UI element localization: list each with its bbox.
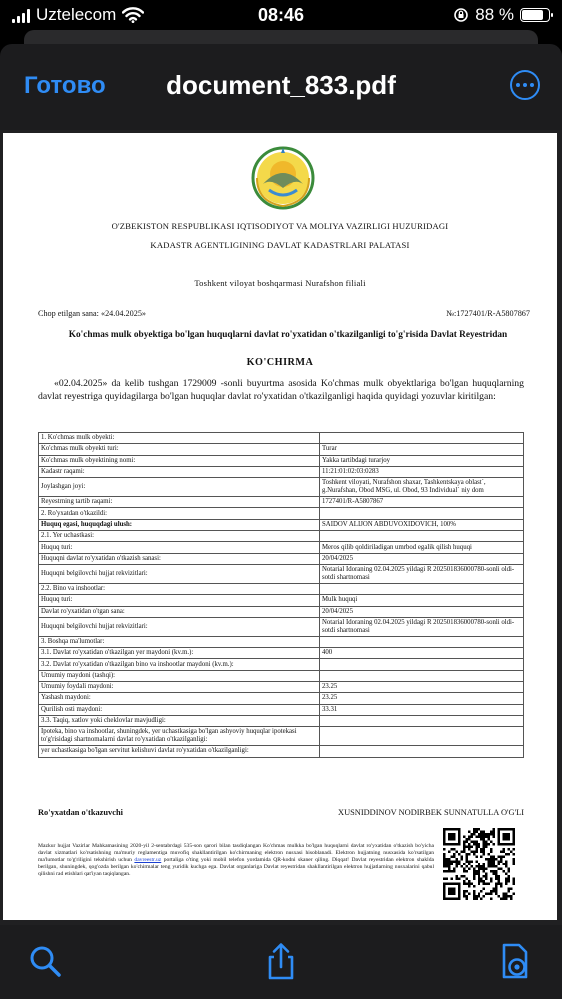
row-value: Notarial Idoraning 02.04.2025 yildagi R 202501836000780-sonli oldi-sotdi shartnomasi bbox=[320, 617, 524, 636]
pdf-page bbox=[3, 133, 557, 920]
document-number: №:1727401/R-A5807867 bbox=[446, 309, 530, 318]
pdf-viewer[interactable] bbox=[0, 130, 562, 925]
more-options-button[interactable] bbox=[510, 70, 540, 100]
row-value bbox=[320, 636, 524, 647]
table-row bbox=[39, 478, 524, 497]
sheet-backdrop bbox=[24, 30, 538, 44]
table-row bbox=[39, 648, 524, 659]
row-label: 2. Ro'yxatdan o'tkazildi: bbox=[39, 508, 320, 519]
intro-paragraph: «02.04.2025» da kelib tushgan 1729009 -sonli buyurtma asosida Ko'chmas mulk obyektlariga bo'lgan huquqlarning davlat reyestriga quyidagilarga bo'lgan huquqlar davlat ro'yxatidan o'tkazilganligi haqida quyidagi yozuvlar kiritilgan: bbox=[38, 378, 524, 402]
row-value bbox=[320, 746, 524, 757]
clock: 08:46 bbox=[257, 5, 305, 25]
table-row bbox=[39, 693, 524, 704]
row-label: 3.3. Taqiq, xatlov yoki cheklovlar mavjudligi: bbox=[39, 715, 320, 726]
row-value: 20/04/2025 bbox=[320, 606, 524, 617]
row-value: Toshkent viloyati, Nurafshon shaxar, Tashkentskaya oblast`, g.Nurafshan, Obod MSG, ul. Obod, 93 Individual` niy dom bbox=[320, 478, 524, 497]
row-value: Notarial Idoraning 02.04.2025 yildagi R 202501836000780-sonli oldi-sotdi shartnomasi bbox=[320, 564, 524, 583]
table-row bbox=[39, 466, 524, 477]
row-value: 23.25 bbox=[320, 693, 524, 704]
row-value: SAIDOV ALIJON ABDUVOXIDOVICH, 100% bbox=[320, 519, 524, 530]
table-row bbox=[39, 583, 524, 594]
share-icon[interactable] bbox=[261, 941, 301, 981]
ellipsis-icon bbox=[516, 83, 520, 87]
table-row bbox=[39, 595, 524, 606]
row-value bbox=[320, 531, 524, 542]
row-value: 400 bbox=[320, 648, 524, 659]
table-row bbox=[39, 542, 524, 553]
row-label: Umumiy foydali maydoni: bbox=[39, 682, 320, 693]
search-icon[interactable] bbox=[25, 941, 65, 981]
table-row bbox=[39, 617, 524, 636]
section-header-row bbox=[39, 636, 524, 647]
row-value: Turar bbox=[320, 444, 524, 455]
markup-icon[interactable] bbox=[495, 941, 535, 981]
verification-link[interactable]: davreestr.uz bbox=[134, 856, 162, 863]
row-label: Reyestrning tartib raqami: bbox=[39, 497, 320, 508]
battery-icon bbox=[520, 8, 550, 22]
table-row bbox=[39, 682, 524, 693]
nav-bar bbox=[0, 44, 562, 130]
table-row bbox=[39, 531, 524, 542]
table-row bbox=[39, 455, 524, 466]
row-label: Huquq turi: bbox=[39, 542, 320, 553]
table-row bbox=[39, 497, 524, 508]
row-value bbox=[320, 715, 524, 726]
document-subheading: KO'CHIRMA bbox=[246, 357, 314, 368]
row-label: Joylashgan joyi: bbox=[39, 478, 320, 497]
table-row bbox=[39, 444, 524, 455]
footnote-text-a: Mazkur hujjat Vazirlar Mahkamasining 2020-yil 2-sentabrdagi 535-son qarori bilan tasdiqlangan Ko'chmas mulkka bo'lgan huquqlarni davlat ro'yxatidan o'tkazish bo'yicha davlat xizmatlari ko'rsatishning ma'muriy reglamentiga muvofiq shakllantirilgan ko'chirmaning elektron nusxasi hisoblanadi. Elektron hujjatning nusxasida ko'rsatilgan ma'lumotlar to'g'riligini tekshirish uchun bbox=[38, 843, 434, 863]
status-bar bbox=[0, 0, 562, 32]
row-label: Davlat ro'yxatidan o'tgan sana: bbox=[39, 606, 320, 617]
table-row bbox=[39, 670, 524, 681]
bottom-toolbar bbox=[0, 925, 562, 999]
row-label: 3. Boshqa ma'lumotlar: bbox=[39, 636, 320, 647]
print-date: Chop etilgan sana: «24.04.2025» bbox=[38, 309, 147, 318]
row-label: Kadastr raqami: bbox=[39, 466, 320, 477]
row-label: Umumiy maydoni (tashqi): bbox=[39, 670, 320, 681]
row-value: 11:21:01:02:03:0283 bbox=[320, 466, 524, 477]
document-heading: Ko'chmas mulk obyektiga bo'lgan huquqlarni davlat ro'yxatidan o'tkazilganligi to'g'risida Davlat Reyestridan bbox=[68, 330, 508, 340]
row-label: 3.1. Davlat ro'yxatidan o'tkazilgan yer maydoni (kv.m.): bbox=[39, 648, 320, 659]
row-label: Ko'chmas mulk obyektining nomi: bbox=[39, 455, 320, 466]
signer-label: Ro'yxatdan o'tkazuvchi bbox=[38, 808, 123, 817]
row-label: Huquq turi: bbox=[39, 595, 320, 606]
row-label: yer uchastkasiga bo'lgan servitut kelishuvi davlat ro'yxatidan o'tkazilganligi: bbox=[39, 746, 320, 757]
state-emblem-icon bbox=[249, 144, 317, 210]
table-row bbox=[39, 704, 524, 715]
registry-table bbox=[38, 432, 524, 758]
table-row bbox=[39, 746, 524, 757]
row-value: Yakka tartibdagi turarjoy bbox=[320, 455, 524, 466]
table-row bbox=[39, 564, 524, 583]
section-header-row bbox=[39, 433, 524, 444]
row-value: 1727401/R-A5807867 bbox=[320, 497, 524, 508]
row-label: Ko'chmas mulk obyekti turi: bbox=[39, 444, 320, 455]
table-row bbox=[39, 659, 524, 670]
row-label: Ipoteka, bino va inshootlar, shuningdek, yer uchastkasiga bo'lgan ashyoviy huquqlar ipotekasi to'g'risidagi shartnomalarni davlat ro'yxatidan o'tkazilganligi: bbox=[39, 727, 320, 746]
row-label: Huquq egasi, huquqdagi ulush: bbox=[39, 519, 320, 530]
row-label: Qurilish osti maydoni: bbox=[39, 704, 320, 715]
done-button[interactable]: Готово bbox=[24, 72, 106, 99]
row-label: Huquqni davlat ro'yxatidan o'tkazish sanasi: bbox=[39, 553, 320, 564]
row-value bbox=[320, 727, 524, 746]
footnote bbox=[38, 843, 434, 878]
row-label: Yashash maydoni: bbox=[39, 693, 320, 704]
table-row bbox=[39, 519, 524, 530]
row-label: Huquqni belgilovchi hujjat rekvizitlari: bbox=[39, 564, 320, 583]
row-label: 2.2. Bino va inshootlar: bbox=[39, 583, 320, 594]
row-label: 1. Ko'chmas mulk obyekti: bbox=[39, 433, 320, 444]
orientation-lock-icon bbox=[453, 7, 469, 23]
row-value: Mulk huquqi bbox=[320, 595, 524, 606]
signer-name: XUSNIDDINOV NODIRBEK SUNNATULLA O'G'LI bbox=[338, 808, 524, 817]
table-row bbox=[39, 553, 524, 564]
header-ministry: O'ZBEKISTON RESPUBLIKASI IQTISODIYOT VA MOLIYA VAZIRLIGI HUZURIDAGI bbox=[111, 221, 449, 231]
battery-percent: 88 % bbox=[475, 5, 514, 24]
table-row bbox=[39, 715, 524, 726]
row-label: 3.2. Davlat ro'yxatidan o'tkazilgan bino va inshootlar maydoni (kv.m.): bbox=[39, 659, 320, 670]
section-header-row bbox=[39, 508, 524, 519]
row-value: 23.25 bbox=[320, 682, 524, 693]
header-branch: Toshkent viloyat boshqarmasi Nurafshon filiali bbox=[194, 278, 366, 288]
header-chamber: KADASTR AGENTLIGINING DAVLAT KADASTRLARI PALATASI bbox=[150, 240, 410, 250]
carrier-name: Uztelecom bbox=[36, 5, 117, 24]
table-row bbox=[39, 606, 524, 617]
row-value: 20/04/2025 bbox=[320, 553, 524, 564]
qr-code bbox=[443, 828, 515, 900]
row-value: 33.31 bbox=[320, 704, 524, 715]
table-row bbox=[39, 727, 524, 746]
row-value bbox=[320, 670, 524, 681]
row-label: 2.1. Yer uchastkasi: bbox=[39, 531, 320, 542]
row-value bbox=[320, 583, 524, 594]
row-value bbox=[320, 433, 524, 444]
row-label: Huquqni belgilovchi hujjat rekvizitlari: bbox=[39, 617, 320, 636]
row-value: Meros qilib qoldiriladigan umrbod egalik qilish huquqi bbox=[320, 542, 524, 553]
row-value bbox=[320, 659, 524, 670]
row-value bbox=[320, 508, 524, 519]
document-title: document_833.pdf bbox=[166, 70, 396, 100]
footnote-text-b: portaliga o'ting yoki mobil telefon yordamida QR-kodni skaner qiling. Diqqat! Davlat reyestridan elektron shaklda berilgan, shuningdek, qog'ozda berilgan ko'chirmalar teng yuridik kuchga ega. Davlat organlariga Davlat reyestridan shakllantirilgan elektron hujjatlarning nusxalarini qabul qilishni rad etishlari qat'iyan taqiqlangan. bbox=[38, 856, 434, 877]
